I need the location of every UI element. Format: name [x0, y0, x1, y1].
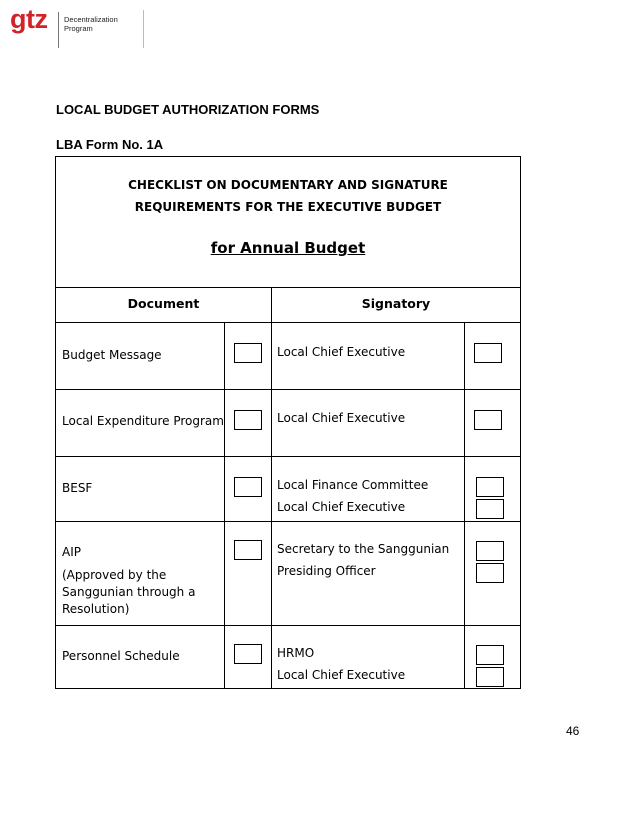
- document-checkbox[interactable]: [234, 540, 262, 560]
- gtz-logo: [10, 6, 144, 44]
- column-divider: [224, 322, 225, 688]
- row-divider: [56, 322, 520, 323]
- signatory-checkbox[interactable]: [476, 667, 504, 687]
- form-number: LBA Form No. 1A: [56, 137, 164, 152]
- logo-tagline: Decentralization Program: [64, 15, 118, 33]
- document-checkbox[interactable]: [234, 644, 262, 664]
- row-divider: [56, 625, 520, 626]
- signatory-checkbox[interactable]: [476, 645, 504, 665]
- document-checkbox[interactable]: [234, 477, 262, 497]
- signatory-checkbox[interactable]: [474, 343, 502, 363]
- page-number: 46: [566, 724, 580, 738]
- column-divider: [271, 287, 272, 688]
- document-name: Personnel Schedule: [62, 649, 180, 663]
- row-divider: [56, 456, 520, 457]
- document-checkbox[interactable]: [234, 343, 262, 363]
- signatory-name: Local Chief Executive: [277, 411, 406, 425]
- signatory-name: HRMO: [277, 646, 315, 660]
- document-name: Budget Message: [62, 348, 162, 362]
- header-rule: [143, 10, 144, 48]
- logo-wordmark: gtz: [10, 4, 48, 34]
- document-checkbox[interactable]: [234, 410, 262, 430]
- row-divider: [56, 287, 520, 288]
- column-divider: [464, 322, 465, 688]
- column-header-signatory: Signatory: [361, 296, 431, 311]
- document-note: (Approved by the Sanggunian through a Resolution): [62, 568, 196, 616]
- signatory-checkbox[interactable]: [476, 499, 504, 519]
- logo-divider: [58, 12, 59, 48]
- table-title-line-2: REQUIREMENTS FOR THE EXECUTIVE BUDGET: [134, 200, 442, 214]
- signatory-name: Presiding Officer: [277, 564, 376, 578]
- signatory-checkbox[interactable]: [474, 410, 502, 430]
- signatory-checkbox[interactable]: [476, 563, 504, 583]
- signatory-checkbox[interactable]: [476, 477, 504, 497]
- table-title-line-1: CHECKLIST ON DOCUMENTARY AND SIGNATURE: [128, 178, 448, 192]
- document-name: BESF: [62, 481, 93, 495]
- signatory-name: Local Chief Executive: [277, 668, 406, 682]
- row-divider: [56, 521, 520, 522]
- document-name: Local Expenditure Program: [62, 414, 224, 428]
- signatory-name: Secretary to the Sanggunian: [277, 542, 450, 556]
- table-subtitle: for Annual Budget: [210, 239, 366, 257]
- row-divider: [56, 389, 520, 390]
- checklist-table: [55, 156, 521, 689]
- signatory-name: Local Finance Committee: [277, 478, 429, 492]
- column-header-document: Document: [127, 296, 200, 311]
- signatory-checkbox[interactable]: [476, 541, 504, 561]
- signatory-name: Local Chief Executive: [277, 500, 406, 514]
- section-title: LOCAL BUDGET AUTHORIZATION FORMS: [56, 102, 320, 117]
- document-name: AIP: [62, 545, 81, 559]
- signatory-name: Local Chief Executive: [277, 345, 406, 359]
